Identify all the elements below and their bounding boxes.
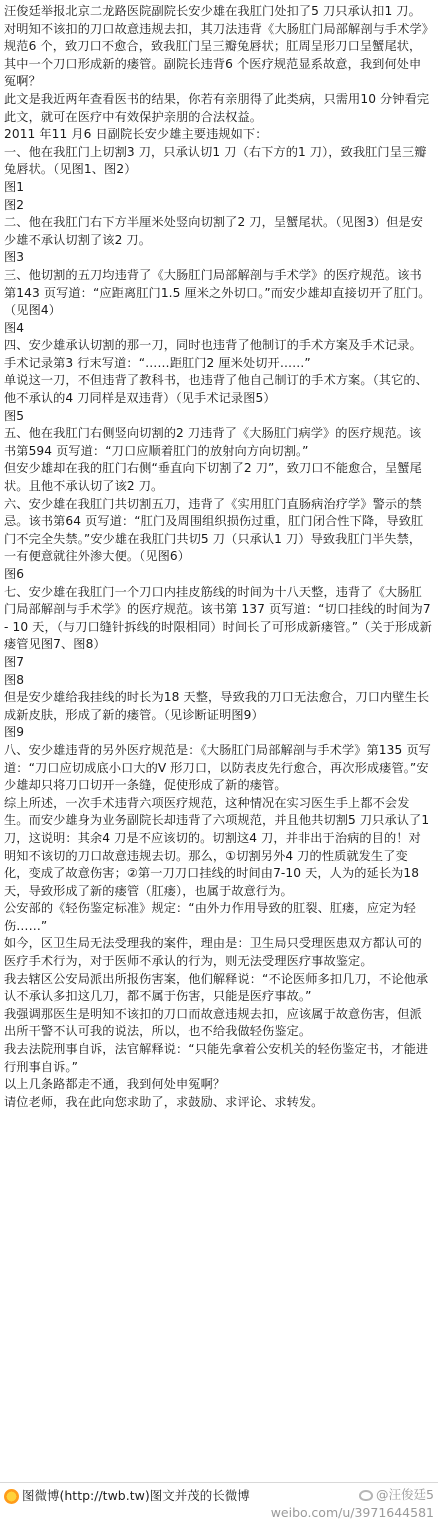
paragraph: 六、安少雄在我肛门共切割五刀，违背了《实用肛门直肠病治疗学》警示的禁忌。该书第64 页写道：“肛门及周围组织损伤过重，肛门闭合性下降，导致肛门不完全失禁。”安少雄在我肛门共切5 刀（只承认1 刀）导致我肛门半失禁，一有便意就往外渗大便。（见图6） <box>4 496 424 564</box>
user-handle: @汪俊廷5 <box>376 1487 434 1502</box>
figure-label: 图4 <box>4 320 25 335</box>
paragraph: 单说这一刀，不但违背了教科书，也违背了他自己制订的手术方案。（其它的、他不承认的4 刀同样是双违背）（见手术记录图5） <box>4 373 428 406</box>
paragraph: 汪俊廷举报北京二龙路医院副院长安少雄在我肛门处扣了5 刀只承认扣1 刀。对明知不该扣的刀口故意违规去扣，其刀法违背《大肠肛门局部解剖与手术学》规范6 个，致刀口不愈合，致我肛门呈三瓣兔唇状；肛周呈形刀口呈蟹尾状，其中一个刀口形成新的瘘管。副院长违背6 个医疗规范显系故意，我到何处申冤啊？ <box>4 4 428 89</box>
paragraph: 但是安少雄给我挂线的时长为18 天整，导致我的刀口无法愈合，刀口内壁生长成新皮肤，形成了新的瘘管。（见诊断证明图9） <box>4 690 430 722</box>
paragraph: 三、他切割的五刀均违背了《大肠肛门局部解剖与手术学》的医疗规范。该书第143 页写道：“应距离肛门1.5 厘米之外切口。”而安少雄却直接切开了肛门。（见图4） <box>4 267 431 318</box>
paragraph: 我强调那医生是明知不该扣的刀口而故意违规去扣，应该属于故意伤害，但派出所干警不认可我的说法，所以，也不给我做轻伤鉴定。 <box>4 1006 422 1039</box>
brand-text: 图微博(http://twb.tw)图文并茂的长微博 <box>22 1488 250 1503</box>
sun-icon <box>4 1489 19 1504</box>
weibo-logo-icon <box>359 1490 373 1501</box>
divider <box>0 1482 438 1483</box>
article-body <box>4 3 432 1481</box>
paragraph: 公安部的《轻伤鉴定标准》规定：“由外力作用导致的肛裂、肛瘘，应定为轻伤……” <box>4 901 416 933</box>
figure-label: 图5 <box>4 408 25 423</box>
watermark-url[interactable]: weibo.com/u/3971644581 <box>270 1505 434 1520</box>
paragraph: 八、安少雄违背的另外医疗规范是：《大肠肛门局部解剖与手术学》第135 页写道：“刀口应切成底小口大的V 形刀口，以防表皮先行愈合，再次形成瘘管。”安少雄却只将刀口切开一条缝，促使形成了新的瘘管。 <box>4 742 431 793</box>
figure-label: 图6 <box>4 567 25 581</box>
paragraph: 以上几条路都走不通，我到何处申冤啊？ <box>4 1077 226 1092</box>
paragraph: 但安少雄却在我的肛门右侧“垂直向下切割了2 刀”，致刀口不能愈合，呈蟹尾状。且他不承认切了该2 刀。 <box>4 461 422 494</box>
paragraph: 我去辖区公安局派出所报伤害案，他们解释说：“不论医师多扣几刀，不论他承认不承认多扣这几刀，都不属于伤害，只能是医疗事故。” <box>4 971 429 1004</box>
paragraph: 一、他在我肛门上切割3 刀，只承认切1 刀（右下方的1 刀），致我肛门呈三瓣兔唇状。（见图1、图2） <box>4 144 427 177</box>
figure-label: 图7 <box>4 654 25 669</box>
paragraph: 二、他在我肛门右下方半厘米处竖向切割了2 刀，呈蟹尾状。（见图3）但是安少雄不承认切割了该2 刀。 <box>4 215 424 247</box>
figure-label: 图1 <box>4 179 25 194</box>
paragraph: 综上所述，一次手术违背六项医疗规范，这种情况在实习医生手上都不会发生。而安少雄身为业务副院长却违背了六项规范，并且他共切割5 刀只承认了1 刀，这说明：其余4 刀是不应该切的。切割这4 刀，并非出于治病的目的！对明知不该切的刀口故意违规去切。那么，①切割另外4 刀的性质就发生了变化，变成了故意伤害；②第一刀刀口挂线的时间由7-10 天，人为的延长为18 天，导致形成了新的瘘管（肛瘘），也属于故意行为。 <box>4 795 430 898</box>
figure-label: 图2 <box>4 197 25 212</box>
footer <box>0 1482 438 1525</box>
paragraph: 我去法院刑事自诉，法官解释说：“只能先拿着公安机关的轻伤鉴定书，才能进行刑事自诉。” <box>4 1042 429 1074</box>
paragraph: 七、安少雄在我肛门一个刀口内挂皮筋线的时间为十八天整，违背了《大肠肛门局部解剖与手术学》的医疗规范。该书第 137 页写道：“切口挂线的时间为7 - 10 天，（与刀口缝针拆线的时限相同）时间长了可形成新瘘管。”（关于形成新瘘管见图7、图8） <box>4 584 432 652</box>
paragraph: 如今，区卫生局无法受理我的案件，理由是：卫生局只受理医患双方都认可的医疗手术行为，对于医师不承认的行为，则无法受理医疗事故鉴定。 <box>4 936 422 969</box>
paragraph: 此文是我近两年查看医书的结果，你若有亲朋得了此类病，只需用10 分钟看完此文，就可在医疗中有效保护亲朋的合法权益。 <box>4 91 430 124</box>
brand[interactable] <box>4 1488 250 1504</box>
paragraph: 四、安少雄承认切割的那一刀，同时也违背了他制订的手术方案及手术记录。手术记录第3 行末写道：“……距肛门2 厘米处切开……” <box>4 338 422 370</box>
figure-label: 图3 <box>4 250 25 265</box>
paragraph: 五、他在我肛门右侧竖向切割的2 刀违背了《大肠肛门病学》的医疗规范。该书第594 页写道：“刀口应顺着肛门的放射向方向切割。” <box>4 426 422 458</box>
paragraph: 2011 年11 月6 日副院长安少雄主要违规如下： <box>4 127 268 142</box>
figure-label: 图8 <box>4 672 25 687</box>
figure-label: 图9 <box>4 725 25 740</box>
paragraph: 请位老师，我在此向您求助了，求鼓励、求评论、求转发。 <box>4 1094 324 1109</box>
watermark-user[interactable] <box>359 1487 434 1503</box>
